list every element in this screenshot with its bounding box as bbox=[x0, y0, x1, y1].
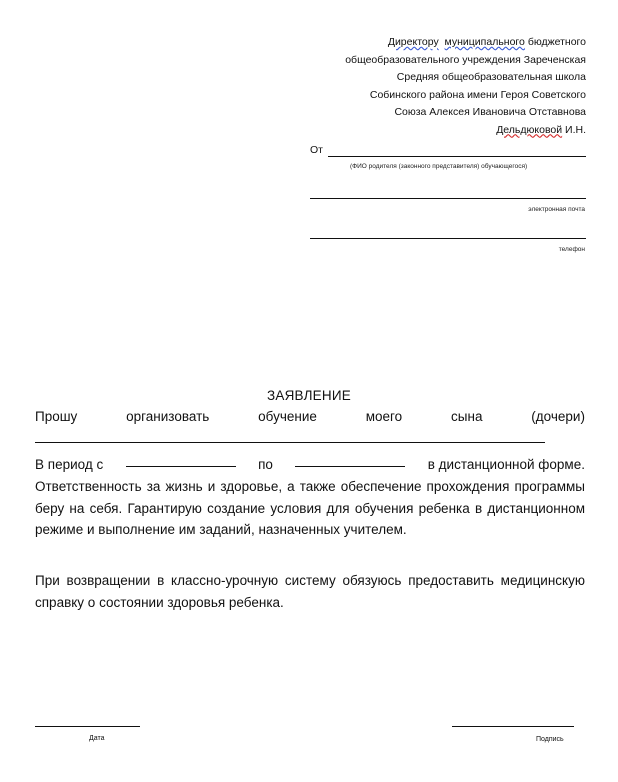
request-word: сына bbox=[451, 409, 483, 424]
addressee-line-4: Собинского района имени Героя Советского bbox=[369, 88, 586, 101]
from-label: От bbox=[310, 144, 323, 156]
responsibility-paragraph: Ответственность за жизнь и здоровье, а также обеспечение прохождения программы беру на себя. Гарантирую создание условия для обучения ребенка в дистанционном режиме и выполнение им заданий, назначенных учителем. bbox=[35, 479, 585, 537]
period-line bbox=[35, 454, 585, 476]
from-hint: (ФИО родителя (законного представителя) обучающегося) bbox=[350, 163, 528, 170]
addressee-line-1 bbox=[296, 34, 586, 52]
signature-label: Подпись bbox=[536, 736, 564, 743]
period-prefix: В период с bbox=[35, 457, 104, 472]
period-end-field[interactable] bbox=[295, 454, 405, 467]
date-field[interactable] bbox=[35, 726, 140, 727]
request-line bbox=[35, 406, 585, 428]
addressee-org-type-2: бюджетного bbox=[527, 36, 586, 48]
period-start-field[interactable] bbox=[126, 454, 236, 467]
email-hint: электронная почта bbox=[528, 206, 585, 213]
request-word: организовать bbox=[126, 409, 210, 424]
addressee-line-2: общеобразовательного учреждения Зареченская bbox=[345, 53, 586, 66]
addressee-line-3: Средняя общеобразовательная школа bbox=[396, 71, 586, 83]
from-name-field[interactable] bbox=[328, 156, 586, 157]
request-word: моего bbox=[365, 409, 403, 424]
date-label: Дата bbox=[89, 735, 105, 742]
addressee-initials: И.Н. bbox=[565, 123, 586, 136]
return-paragraph: При возвращении в классно-урочную систему обязуюсь предоставить медицинскую справку о состоянии здоровья ребенка. bbox=[35, 573, 585, 610]
request-word: (дочери) bbox=[531, 409, 585, 424]
addressee-block bbox=[296, 34, 586, 139]
request-word: обучение bbox=[258, 409, 317, 424]
addressee-line-6 bbox=[296, 122, 586, 140]
phone-field[interactable] bbox=[310, 238, 586, 239]
addressee-surname: Дельдюковой bbox=[496, 123, 563, 136]
document-title: ЗАЯВЛЕНИЕ bbox=[267, 388, 351, 403]
signature-field[interactable] bbox=[452, 726, 574, 727]
period-suffix: в дистанционной форме. bbox=[427, 457, 585, 472]
addressee-org-type: муниципального bbox=[444, 36, 525, 48]
child-name-field[interactable] bbox=[35, 442, 545, 443]
phone-hint: телефон bbox=[558, 246, 585, 253]
addressee-position: Директору bbox=[387, 36, 439, 48]
period-mid: по bbox=[258, 457, 273, 472]
request-word: Прошу bbox=[35, 409, 78, 424]
addressee-line-5: Союза Алексея Ивановича Отставнова bbox=[394, 106, 586, 118]
email-field[interactable] bbox=[310, 198, 586, 199]
